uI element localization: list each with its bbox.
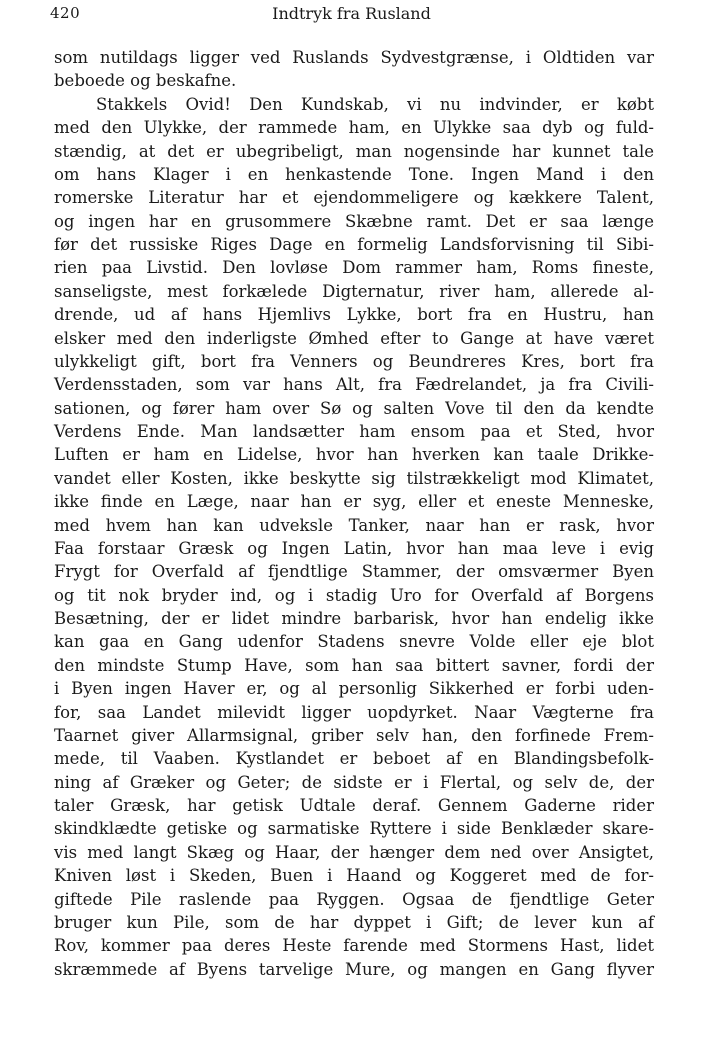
page-header — [50, 4, 653, 26]
text-line: Luften er ham en Lidelse, hvor han hverken kan taale Drikke- — [54, 445, 654, 465]
text-line: den mindste Stump Have, som han saa bittert savner, fordi der — [54, 655, 654, 675]
text-line: før det russiske Riges Dage en formelig Landsforvisning til Sibi- — [54, 235, 654, 254]
text-line: sationen, og fører ham over Sø og salten Vove til den da kendte — [54, 398, 654, 418]
text-line: rien paa Livstid. Den lovløse Dom rammer ham, Roms fineste, — [54, 258, 654, 278]
body-text — [54, 46, 654, 981]
text-line: Verdens Ende. Man landsætter ham ensom paa et Sted, hvor — [54, 422, 654, 441]
page-number: 420 — [50, 4, 81, 22]
text-line: med hvem han kan udveksle Tanker, naar han er rask, hvor — [54, 515, 654, 535]
text-line: vis med langt Skæg og Haar, der hænger dem ned over Ansigtet, — [54, 842, 654, 862]
text-line: Rov, kommer paa deres Heste farende med Stormens Hast, lidet — [54, 936, 654, 956]
text-line: om hans Klager i en henkastende Tone. Ingen Mand i den — [54, 164, 654, 184]
text-line: stændig, at det er ubegribeligt, man nogensinde har kunnet tale — [54, 141, 654, 161]
text-line: ning af Græker og Geter; de sidste er i Flertal, og selv de, der — [54, 772, 654, 792]
text-line: bruger kun Pile, som de har dyppet i Gift; de lever kun af — [54, 912, 654, 932]
text-line: ulykkeligt gift, bort fra Venners og Beundreres Kres, bort fra — [54, 351, 654, 371]
text-line: elsker med den inderligste Ømhed efter to Gange at have været — [54, 328, 654, 348]
text-line: sanseligste, mest forkælede Digternatur, river ham, allerede al- — [54, 281, 654, 301]
text-line: giftede Pile raslende paa Ryggen. Ogsaa de fjendtlige Geter — [54, 889, 654, 909]
text-line: Faa forstaar Græsk og Ingen Latin, hvor han maa leve i evig — [54, 538, 654, 558]
text-line: og ingen har en grusommere Skæbne ramt. Det er saa længe — [54, 211, 654, 231]
text-line: mede, til Vaaben. Kystlandet er beboet af en Blandingsbefolk- — [54, 749, 654, 769]
text-line: Frygt for Overfald af fjendtlige Stammer, der omsværmer Byen — [54, 562, 654, 582]
text-line: skindklædte getiske og sarmatiske Ryttere i side Benklæder skare- — [54, 819, 654, 839]
text-line: Taarnet giver Allarmsignal, griber selv han, den forfinede Frem- — [54, 725, 654, 745]
text-line: Verdensstaden, som var hans Alt, fra Fædrelandet, ja fra Civili- — [54, 375, 654, 395]
text-line: ikke finde en Læge, naar han er syg, eller et eneste Menneske, — [54, 492, 654, 512]
text-line: kan gaa en Gang udenfor Stadens snevre Volde eller eje blot — [54, 632, 654, 652]
text-line: i Byen ingen Haver er, og al personlig Sikkerhed er forbi uden- — [54, 679, 654, 699]
text-line: beboede og beskafne. — [54, 71, 237, 91]
text-line: for, saa Landet milevidt ligger uopdyrket. Naar Vægterne fra — [54, 702, 654, 722]
text-line: og tit nok bryder ind, og i stadig Uro for Overfald af Borgens — [54, 585, 654, 605]
text-line: Stakkels Ovid! Den Kundskab, vi nu indvinder, er købt — [96, 94, 654, 114]
text-line: drende, ud af hans Hjemlivs Lykke, bort fra en Hustru, han — [54, 305, 654, 325]
text-line: skræmmede af Byens tarvelige Mure, og mangen en Gang flyver — [54, 959, 654, 979]
running-title: Indtryk fra Rusland — [272, 4, 431, 23]
text-line: med den Ulykke, der rammede ham, en Ulykke saa dyb og fuld- — [54, 118, 654, 138]
text-line: Besætning, der er lidet mindre barbarisk, hvor han endelig ikke — [54, 609, 654, 628]
text-line: vandet eller Kosten, ikke beskytte sig tilstrækkeligt mod Klimatet, — [54, 468, 654, 488]
text-line: taler Græsk, har getisk Udtale deraf. Gennem Gaderne rider — [54, 796, 654, 815]
text-line: Kniven løst i Skeden, Buen i Haand og Koggeret med de for- — [54, 866, 654, 886]
text-line: romerske Literatur har et ejendommeligere og kækkere Talent, — [54, 188, 654, 208]
text-line: som nutildags ligger ved Ruslands Sydvestgrænse, i Oldtiden var — [54, 48, 654, 67]
